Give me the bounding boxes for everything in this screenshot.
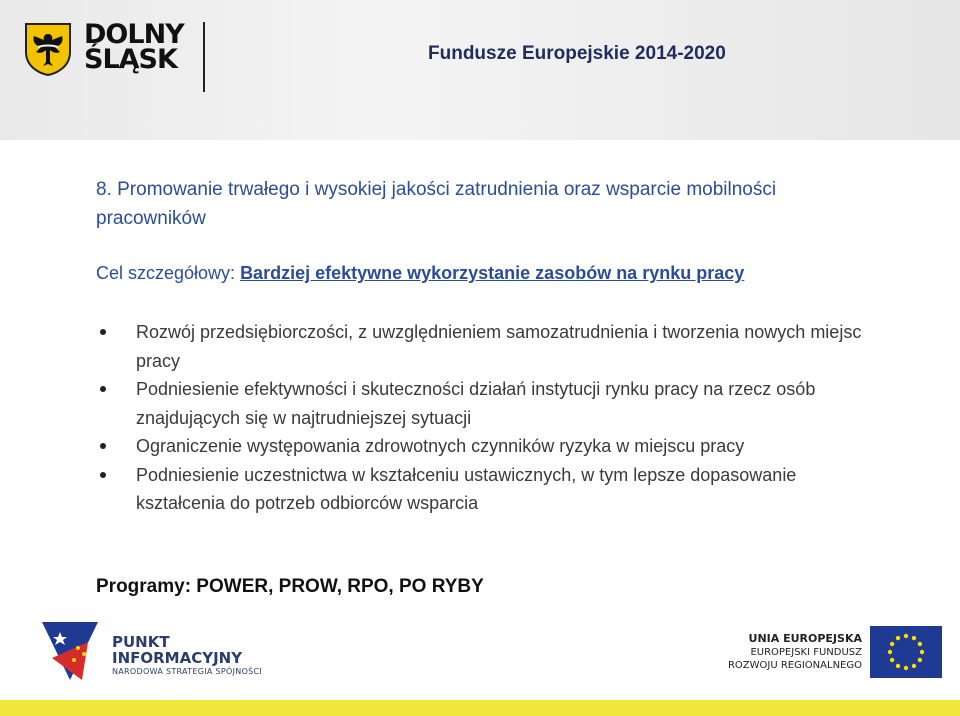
objective-line <box>96 263 744 284</box>
header-bar <box>0 0 960 140</box>
list-item <box>96 318 876 375</box>
pi-line1: PUNKT <box>112 633 170 651</box>
list-item <box>96 432 876 461</box>
list-item-text: Ograniczenie występowania zdrowotnych czynników ryzyka w miejscu pracy <box>136 436 745 456</box>
section-title: 8. Promowanie trwałego i wysokiej jakości zatrudnienia oraz wsparcie mobilności pracowników <box>96 179 777 229</box>
eu-flag-icon <box>870 626 942 678</box>
list-item-text: Rozwój przedsiębiorczości, z uwzględnieniem samozatrudnienia i tworzenia nowych miejsc pracy <box>136 322 862 371</box>
eu-line3: ROZWOJU REGIONALNEGO <box>727 660 862 671</box>
lower-silesia-eagle-crest-icon <box>24 22 72 76</box>
objective-value: Bardziej efektywne wykorzystanie zasobów na rynku pracy <box>240 263 745 283</box>
punkt-informacyjny-text <box>112 634 262 678</box>
bullet-icon <box>100 386 106 392</box>
eu-line1: UNIA EUROPEJSKA <box>748 632 862 645</box>
logo-line1: DOLNY <box>84 19 184 50</box>
bullet-icon <box>100 443 106 449</box>
logo-line2: ŚLĄSK <box>84 44 177 75</box>
objective-label: Cel szczegółowy: <box>96 263 241 283</box>
list-item-text: Podniesienie uczestnictwa w kształceniu ustawicznych, w tym lepsze dopasowanie kształcenia do potrzeb odbiorców wsparcia <box>136 464 797 513</box>
eu-fund-text <box>728 632 862 672</box>
header-title: Fundusze Europejskie 2014-2020 <box>428 43 726 64</box>
bottom-color-strip <box>0 700 960 716</box>
pi-line3: NARODOWA STRATEGIA SPÓJNOŚCI <box>112 667 263 676</box>
list-item <box>96 375 876 432</box>
pi-line2: INFORMACYJNY <box>112 649 243 667</box>
bullet-icon <box>100 329 106 335</box>
bullet-icon <box>100 472 106 478</box>
dolny-slask-logo <box>84 19 184 75</box>
bullet-list <box>96 318 876 518</box>
list-item-text: Podniesienie efektywności i skuteczności działań instytucji rynku pracy na rzecz osób znajdujących się w najtrudniejszej sytuacji <box>136 379 816 428</box>
eu-line2: EUROPEJSKI FUNDUSZ <box>750 647 862 658</box>
list-item <box>96 461 876 518</box>
logo-divider <box>203 22 205 92</box>
programs-line: Programy: POWER, PROW, RPO, PO RYBY <box>96 576 484 597</box>
